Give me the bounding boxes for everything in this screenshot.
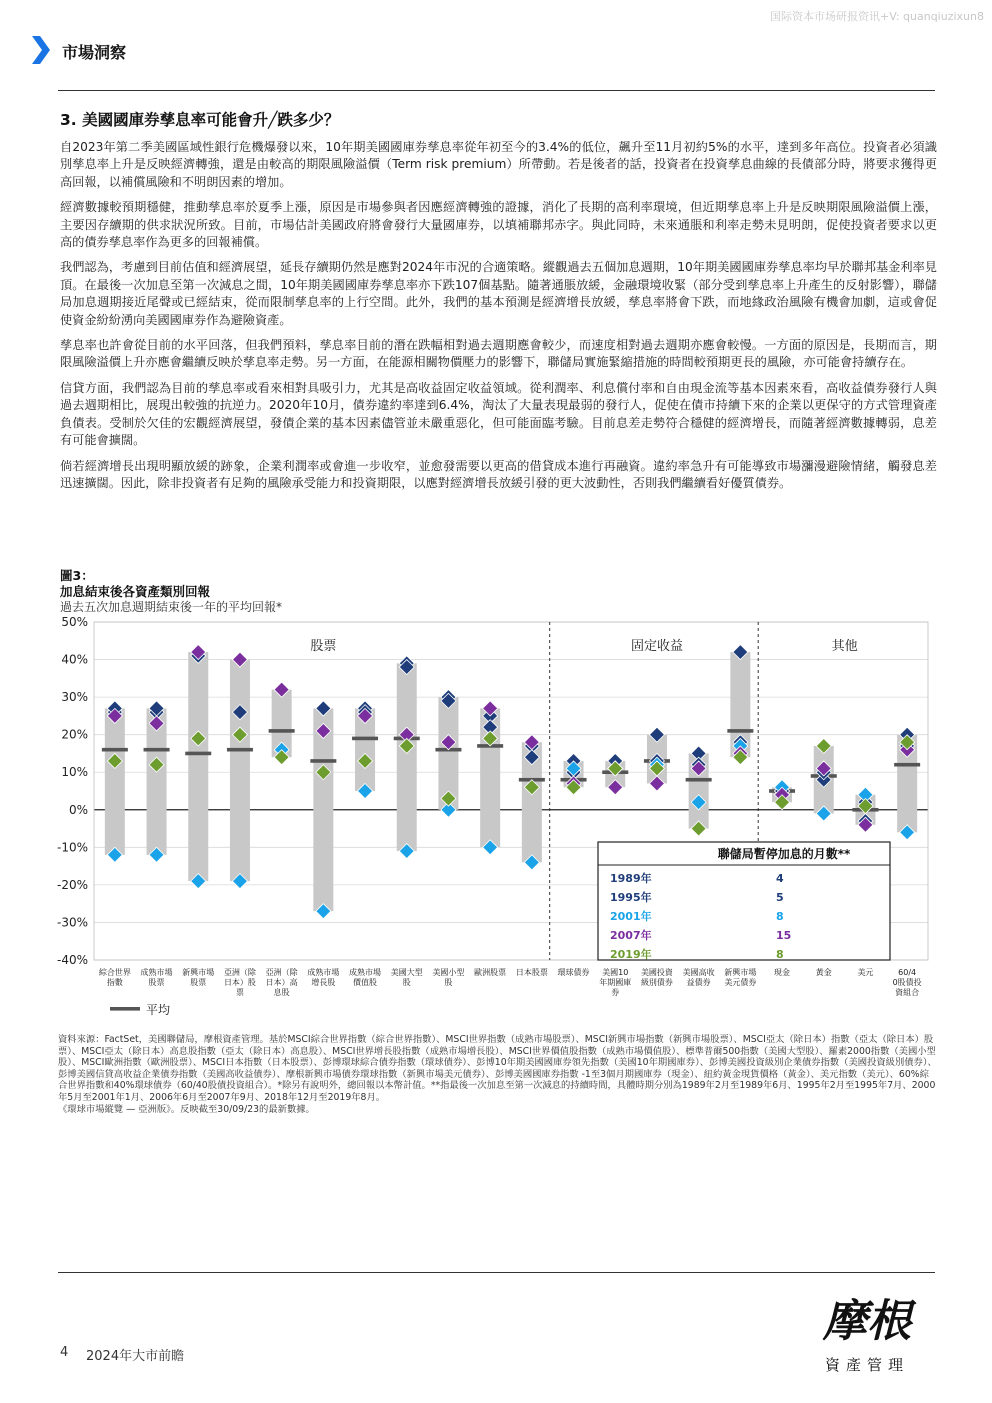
inset-row-year: 1989年 bbox=[610, 872, 652, 885]
y-tick-label: -30% bbox=[56, 915, 88, 930]
watermark: 国际资本市场研报资讯+V: quanqiuzixun8 bbox=[769, 10, 984, 23]
x-tick-label: 綜合世界 bbox=[98, 968, 131, 977]
x-tick-label: 股票 bbox=[190, 978, 207, 987]
x-tick-label: 歐洲股票 bbox=[474, 968, 507, 977]
average-marker bbox=[310, 759, 336, 763]
x-tick-label: 日本）高 bbox=[265, 978, 298, 987]
section-title: 3. 美國國庫券孳息率可能會升╱跌多少？ bbox=[60, 111, 340, 129]
inset-row-months: 15 bbox=[776, 929, 792, 942]
inset-row-year: 2001年 bbox=[610, 910, 652, 923]
chevron-right-icon bbox=[32, 36, 50, 64]
source-notes bbox=[58, 1034, 938, 1115]
y-tick-label: 10% bbox=[61, 765, 88, 780]
x-tick-label: 環球債券 bbox=[557, 968, 590, 977]
inset-table-title: 聯儲局暫停加息的月數** bbox=[717, 847, 851, 861]
x-tick-label: 美國10 bbox=[602, 968, 629, 977]
y-tick-label: 0% bbox=[68, 802, 88, 817]
average-marker bbox=[727, 729, 753, 733]
asset-returns-chart bbox=[56, 614, 936, 1024]
group-label: 固定收益 bbox=[630, 639, 683, 654]
inset-row-months: 5 bbox=[776, 891, 784, 904]
inset-row-year: 2019年 bbox=[610, 948, 652, 961]
average-marker bbox=[144, 748, 170, 752]
inset-row-year: 2007年 bbox=[610, 929, 652, 942]
figure-subtitle: 過去五次加息週期結束後一年的平均回報* bbox=[60, 600, 283, 614]
paragraph: 我們認為，考慮到目前估值和經濟展望，延長存續期仍然是應對2024年市況的合適策略。縱觀過去五個加息週期，10年期美國國庫券孳息率均早於聯邦基金利率見頂。在最後一次加息至第一次減息之間，10年期美國國庫券孳息率亦下跌107個基點。隨著通脹放緩，金融環境收緊（部分受到孳息率上升產生的反射影響），聯儲局加息週期接近尾聲或已經結束，從而限制孳息率的上行空間。此外，我們的基本預測是經濟增長放緩，孳息率將會下跌，而地緣政治風險有機會加劇，這或會促使資金紛紛湧向美國國庫券作為避險資產。 bbox=[60, 260, 937, 327]
range-bar bbox=[230, 660, 250, 882]
x-tick-label: 增長股 bbox=[311, 978, 336, 987]
footer-title: 2024年大市前瞻 bbox=[86, 1349, 185, 1364]
figure-title: 加息結束後各資產類別回報 bbox=[60, 584, 211, 599]
x-tick-label: 60/4 bbox=[898, 968, 917, 977]
logo-mark: 摩根 bbox=[823, 1296, 911, 1347]
x-tick-label: 資組合 bbox=[895, 988, 920, 997]
average-marker bbox=[269, 729, 295, 733]
x-tick-label: 黃金 bbox=[815, 968, 832, 977]
x-tick-label: 價值股 bbox=[353, 978, 378, 987]
x-tick-label: 亞洲（除 bbox=[223, 968, 256, 977]
x-tick-label: 0股債投 bbox=[892, 978, 922, 987]
x-tick-label: 息股 bbox=[273, 988, 290, 997]
footer-divider bbox=[58, 1272, 935, 1273]
inset-row-year: 1995年 bbox=[610, 891, 652, 904]
y-tick-label: 30% bbox=[61, 690, 88, 705]
x-tick-label: 益債券 bbox=[686, 978, 711, 987]
source-note: 資料來源：FactSet，美國聯儲局，摩根資產管理。基於MSCI綜合世界指數（綜合世界指數）、MSCI世界指數（成熟市場股票）、MSCI新興市場指數（新興市場股票）、MSCI亞太（除日本）指數（亞太（除日本）股票）、MSCI亞太（除日本）高息股指數（亞太（除日本）高息股）、MSCI世界增長股指數（成熟市場增長股）、MSCI世界價值股指數（成熟市場價值股）、標準普爾500指數（美國大型股）、羅素2000指數（美國小型股）、MSCI歐洲指數（歐洲股票）、MSCI日本指數（日本股票）、彭博環球綜合債券指數（環球債券）、彭博10年期美國國庫券領先指數（美國10年期國庫券）、彭博美國投資級別企業債券指數（美國投資級別債券）、彭博美國信貸高收益企業債券指數（美國高收益債券）、摩根新興市場債券環球指數（新興市場美元債券）、彭博美國國庫券指數 -1至3個月期國庫券（現金）、紐約黃金現貨價格（黃金）、美元指數（美元）、60%綜合世界指數和40%環球債券（60/40股債投資組合）。*除另有說明外，總回報以本幣計值。**指最後一次加息至第一次減息的持續時間，具體時期分別為1989年2月至1989年6月、1995年2月至1995年7月、2000年5月至2001年1月、2006年6月至2007年9月、2018年12月至2019年8月。 bbox=[58, 1034, 937, 1103]
y-tick-label: 50% bbox=[61, 615, 88, 629]
x-tick-label: 亞洲（除 bbox=[265, 968, 298, 977]
y-tick-label: 20% bbox=[61, 727, 88, 742]
paragraph: 信貸方面，我們認為目前的孳息率或看來相對具吸引力，尤其是高收益固定收益領域。從利潤率、利息償付率和自由現金流等基本因素來看，高收益債券發行人與過去週期相比，展現出較強的抗逆力。2020年10月，債券違約率達到6.4%，淘汰了大量表現最弱的發行人，促使在債市持續下來的企業以更保守的方式管理資產負債表。受制於欠佳的宏觀經濟展望，發債企業的基本因素儘管並未嚴重惡化，但可能面臨考驗。目前息差走勢符合穩健的經濟增長，而隨著經濟數據轉弱，息差有可能會擴闊。 bbox=[60, 380, 937, 448]
inset-row-months: 8 bbox=[776, 910, 784, 923]
x-tick-label: 成熟市場 bbox=[349, 968, 382, 977]
x-tick-label: 成熟市場 bbox=[307, 968, 340, 977]
x-tick-label: 股 bbox=[444, 978, 453, 987]
paragraph: 經濟數據較預期穩健，推動孳息率於夏季上漲，原因是市場參與者因應經濟轉強的證據，消化了長期的高利率環境，但近期孳息率上升是反映期限風險溢價上漲，主要因存續期的供求狀況所致。目前，市場估計美國政府將會發行大量國庫券，以填補聯邦赤字。與此同時，未來通脹和利率走勢未見明朗，促使投資者要求以更高的債券孳息率作為更多的回報補償。 bbox=[60, 200, 937, 250]
x-tick-label: 成熟市場 bbox=[140, 968, 173, 977]
group-label: 股票 bbox=[310, 639, 337, 654]
y-tick-label: 40% bbox=[61, 652, 88, 667]
x-tick-label: 年期國庫 bbox=[599, 978, 632, 987]
x-tick-label: 日本股票 bbox=[515, 968, 548, 977]
average-marker bbox=[894, 763, 920, 767]
company-logo bbox=[812, 1288, 922, 1378]
y-tick-label: -40% bbox=[56, 953, 88, 967]
header-title: 市場洞察 bbox=[62, 43, 127, 62]
x-tick-label: 新興市場 bbox=[182, 968, 215, 977]
page-number: 4 bbox=[60, 1345, 69, 1360]
inset-row-months: 8 bbox=[776, 948, 784, 961]
average-marker bbox=[227, 748, 253, 752]
y-tick-label: -20% bbox=[56, 877, 88, 892]
average-marker bbox=[102, 748, 128, 752]
figure-label: 圖3： bbox=[60, 568, 94, 583]
header-divider bbox=[58, 90, 935, 91]
x-tick-label: 美國大型 bbox=[390, 968, 423, 977]
x-tick-label: 美國小型 bbox=[432, 968, 465, 977]
range-bar bbox=[397, 663, 417, 851]
average-marker bbox=[185, 752, 211, 756]
range-bar bbox=[188, 652, 208, 881]
x-tick-label: 新興市場 bbox=[724, 968, 757, 977]
group-label: 其他 bbox=[831, 639, 858, 654]
x-tick-label: 股 bbox=[402, 978, 411, 987]
paragraph: 倘若經濟增長出現明顯放緩的跡象，企業利潤率或會進一步收窄，並愈發需要以更高的借貸成本進行再融資。違約率急升有可能導致市場瀰漫避險情緒，觸發息差迅速擴闊。因此，除非投資者有足夠的風險承受能力和投資期限，以應對經濟增長放緩引發的更大波動性，否則我們繼續看好優質債券。 bbox=[60, 458, 937, 490]
paragraph: 孳息率也許會從目前的水平回落，但我們預料，孳息率目前的潛在跌幅相對過去週期應會較少，而速度相對過去週期亦應會較慢。一方面的原因是，長期而言，期限風險溢價上升亦應會繼續反映於孳息率走勢。另一方面，在能源相關物價壓力的影響下，聯儲局實施緊縮措施的時間較預期更長的風險，亦可能會持續存在。 bbox=[60, 338, 937, 370]
x-tick-label: 現金 bbox=[774, 968, 791, 977]
x-tick-label: 券 bbox=[611, 988, 620, 997]
source-note: 《環球市場縱覽 — 亞洲版》。反映截至30/09/23的最新數據。 bbox=[58, 1103, 315, 1115]
legend-swatch bbox=[110, 1007, 140, 1011]
range-bar bbox=[105, 708, 125, 854]
average-marker bbox=[352, 737, 378, 741]
x-tick-label: 美元 bbox=[857, 968, 874, 977]
average-marker bbox=[686, 778, 712, 782]
logo-subtitle: 資產管理 bbox=[824, 1356, 910, 1374]
x-tick-label: 美國高收 bbox=[682, 968, 715, 977]
legend-label: 平均 bbox=[146, 1003, 171, 1017]
x-tick-label: 美元債券 bbox=[724, 978, 757, 987]
x-tick-label: 指數 bbox=[106, 978, 123, 987]
y-tick-label: -10% bbox=[56, 840, 88, 855]
x-tick-label: 票 bbox=[235, 988, 244, 997]
x-tick-label: 股票 bbox=[148, 978, 165, 987]
inset-row-months: 4 bbox=[776, 872, 784, 885]
x-tick-label: 級別債券 bbox=[640, 978, 673, 987]
paragraph: 自2023年第二季美國區域性銀行危機爆發以來，10年期美國國庫券孳息率從年初至今的3.4%的低位，飆升至11月初約5%的水平，達到多年高位。投資者必須識別孳息率上升是反映經濟轉強，還是由較高的期限風險溢價（Term risk premium）所帶動。若是後者的話，投資者在投資孳息曲線的長債部分時，將要求獲得更高回報，以補償風險和不明朗因素的增加。 bbox=[60, 140, 937, 189]
body-text bbox=[60, 139, 937, 500]
x-tick-label: 日本）股 bbox=[223, 978, 256, 987]
x-tick-label: 美國投資 bbox=[640, 968, 673, 977]
